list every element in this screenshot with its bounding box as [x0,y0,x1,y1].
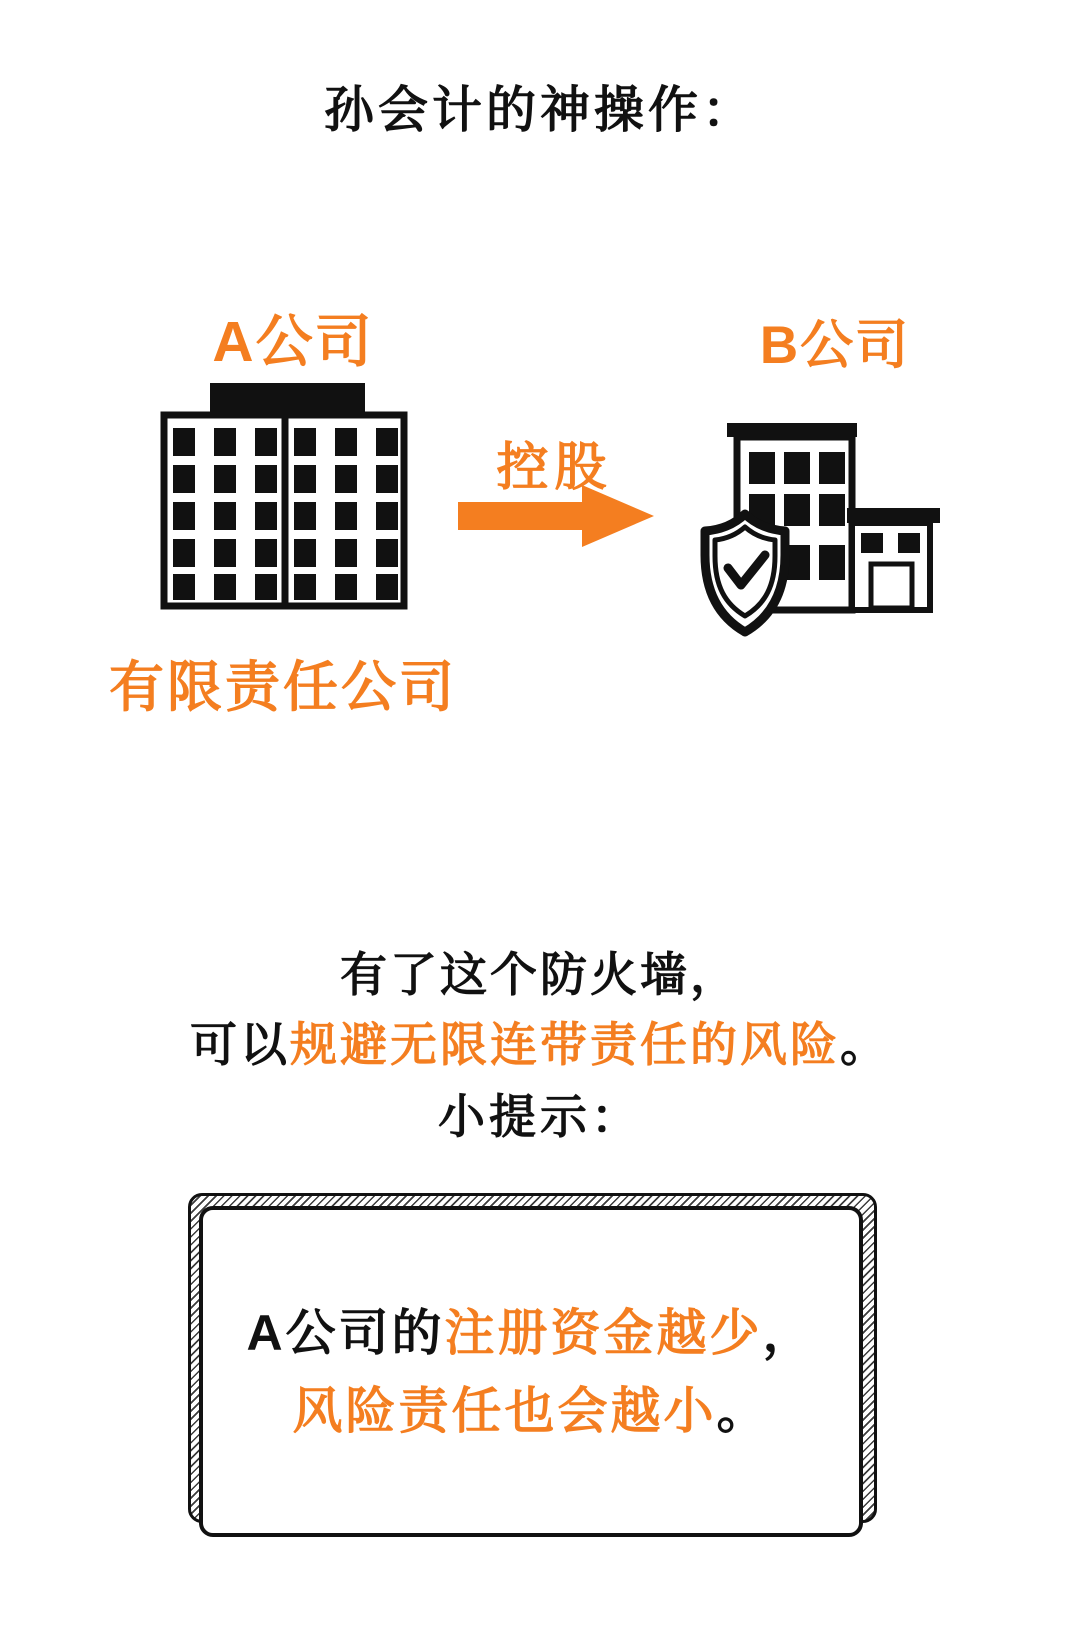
tip-line1-prefix: A公司的 [246,1304,445,1361]
holding-relation-label: 控股 [496,439,613,497]
narration-line2 [0,1008,1080,1075]
company-a-label: A公司 [212,310,374,374]
company-a-type-label: 有限责任公司 [108,656,457,718]
building-with-shield-icon [695,418,940,645]
narration-line2-highlight: 规避无限连带责任的风险 [290,1018,840,1071]
tip-line2-highlight: 风险责任也会越小 [292,1382,717,1439]
tip-box-card [199,1206,863,1537]
company-b-label: B公司 [759,316,911,375]
tip-heading: 小提示： [438,1090,642,1143]
arrow-right-icon [458,484,655,553]
tip-box [188,1193,877,1537]
narration-line1: 有了这个防火墙， [340,948,740,1001]
page-title: 孙会计的神操作： [324,82,756,138]
narration-line2-prefix: 可以 [190,1018,290,1071]
narration-line2-suffix: 。 [840,1018,890,1071]
tip-line2-suffix: 。 [716,1382,770,1439]
office-building-icon [158,383,408,616]
tip-line-1 [246,1294,815,1372]
tip-line-2 [293,1372,770,1450]
tip-line1-highlight: 注册资金越少 [444,1304,763,1361]
tip-line1-suffix: ， [762,1304,816,1361]
